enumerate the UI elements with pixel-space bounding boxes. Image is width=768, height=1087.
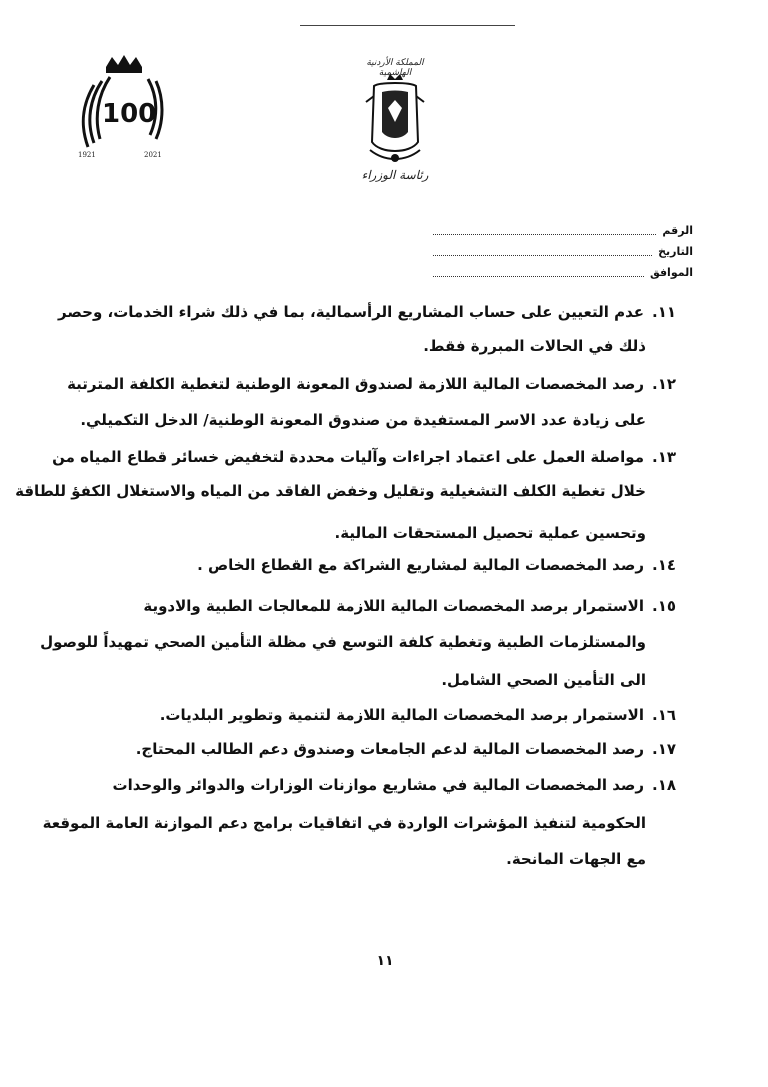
item-line: وتحسين عملية تحصيل المستحقات المالية. (334, 524, 646, 542)
item-line (160, 705, 676, 725)
item-number: ١٢. (651, 375, 676, 393)
reference-corresponding-dots (433, 268, 644, 277)
reference-corresponding-row (433, 262, 693, 283)
item-line: مع الجهات المانحة. (506, 850, 646, 868)
item-line (197, 555, 676, 575)
item-text: رصد المخصصات المالية في مشاريع موازنات الوزارات والدوائر والوحدات (112, 776, 644, 794)
reference-date-label: التاريخ (658, 245, 693, 258)
centenary-year-start: 1921 (78, 151, 96, 159)
item-line (52, 447, 676, 467)
item-line: على زيادة عدد الاسر المستفيدة من صندوق المعونة الوطنية/ الدخل التكميلي. (80, 411, 646, 429)
item-number: ١٦. (651, 706, 676, 724)
item-line (67, 374, 676, 394)
item-line: والمستلزمات الطبية وتغطية كلفة التوسع في مظلة التأمين الصحي تمهيداً للوصول (40, 633, 646, 651)
item-text: الاستمرار برصد المخصصات المالية اللازمة لتنمية وتطوير البلديات. (159, 706, 644, 724)
item-line (113, 775, 677, 795)
item-line (143, 596, 676, 616)
item-number: ١٣. (651, 448, 676, 466)
item-number: ١٥. (651, 597, 676, 615)
reference-corresponding-label: الموافق (649, 266, 693, 279)
item-text: الاستمرار برصد المخصصات المالية اللازمة للمعالجات الطبية والادوية (143, 597, 644, 615)
item-text: رصد المخصصات المالية اللازمة لصندوق المعونة الوطنية لتغطية الكلفة المترتبة (67, 375, 644, 393)
item-text: عدم التعيين على حساب المشاريع الرأسمالية، بما في ذلك شراء الخدمات، وحصر (58, 303, 644, 321)
item-number: ١١. (651, 303, 676, 321)
item-line: الى التأمين الصحي الشامل. (441, 671, 646, 689)
header-rule (300, 25, 515, 26)
crest-script-bottom: رئاسة الوزراء (361, 168, 429, 182)
centenary-logo (68, 55, 178, 165)
page-number: ١١ (376, 953, 394, 969)
centenary-number: 100 (102, 99, 157, 129)
centenary-year-end: 2021 (144, 151, 162, 159)
item-line (58, 302, 676, 322)
royal-crest (360, 58, 430, 188)
reference-number-row (433, 220, 693, 241)
item-number: ١٤. (651, 556, 676, 574)
item-text: رصد المخصصات المالية لدعم الجامعات وصندوق دعم الطالب المحتاج. (135, 740, 644, 758)
reference-number-label: الرقم (662, 224, 693, 237)
item-text: رصد المخصصات المالية لمشاريع الشراكة مع القطاع الخاص . (197, 556, 644, 574)
item-number: ١٧. (651, 740, 676, 758)
coat-of-arms-icon (360, 72, 430, 172)
item-line (136, 739, 676, 759)
crest-script-top: المملكة الأردنية الهاشمية (366, 58, 424, 78)
reference-block (433, 220, 693, 283)
reference-date-row (433, 241, 693, 262)
item-text: مواصلة العمل على اعتماد اجراءات وآليات محددة لتخفيض خسائر قطاع المياه من (52, 448, 644, 466)
item-line: ذلك في الحالات المبررة فقط. (423, 337, 646, 355)
reference-number-dots (433, 226, 656, 235)
item-line: خلال تغطية الكلف التشغيلية وتقليل وخفض الفاقد من المياه والاستغلال الكفؤ للطاقة (15, 482, 646, 500)
reference-date-dots (433, 247, 652, 256)
item-line: الحكومية لتنفيذ المؤشرات الواردة في اتفاقيات برامج دعم الموازنة العامة الموقعة (42, 814, 646, 832)
item-number: ١٨. (651, 776, 676, 794)
